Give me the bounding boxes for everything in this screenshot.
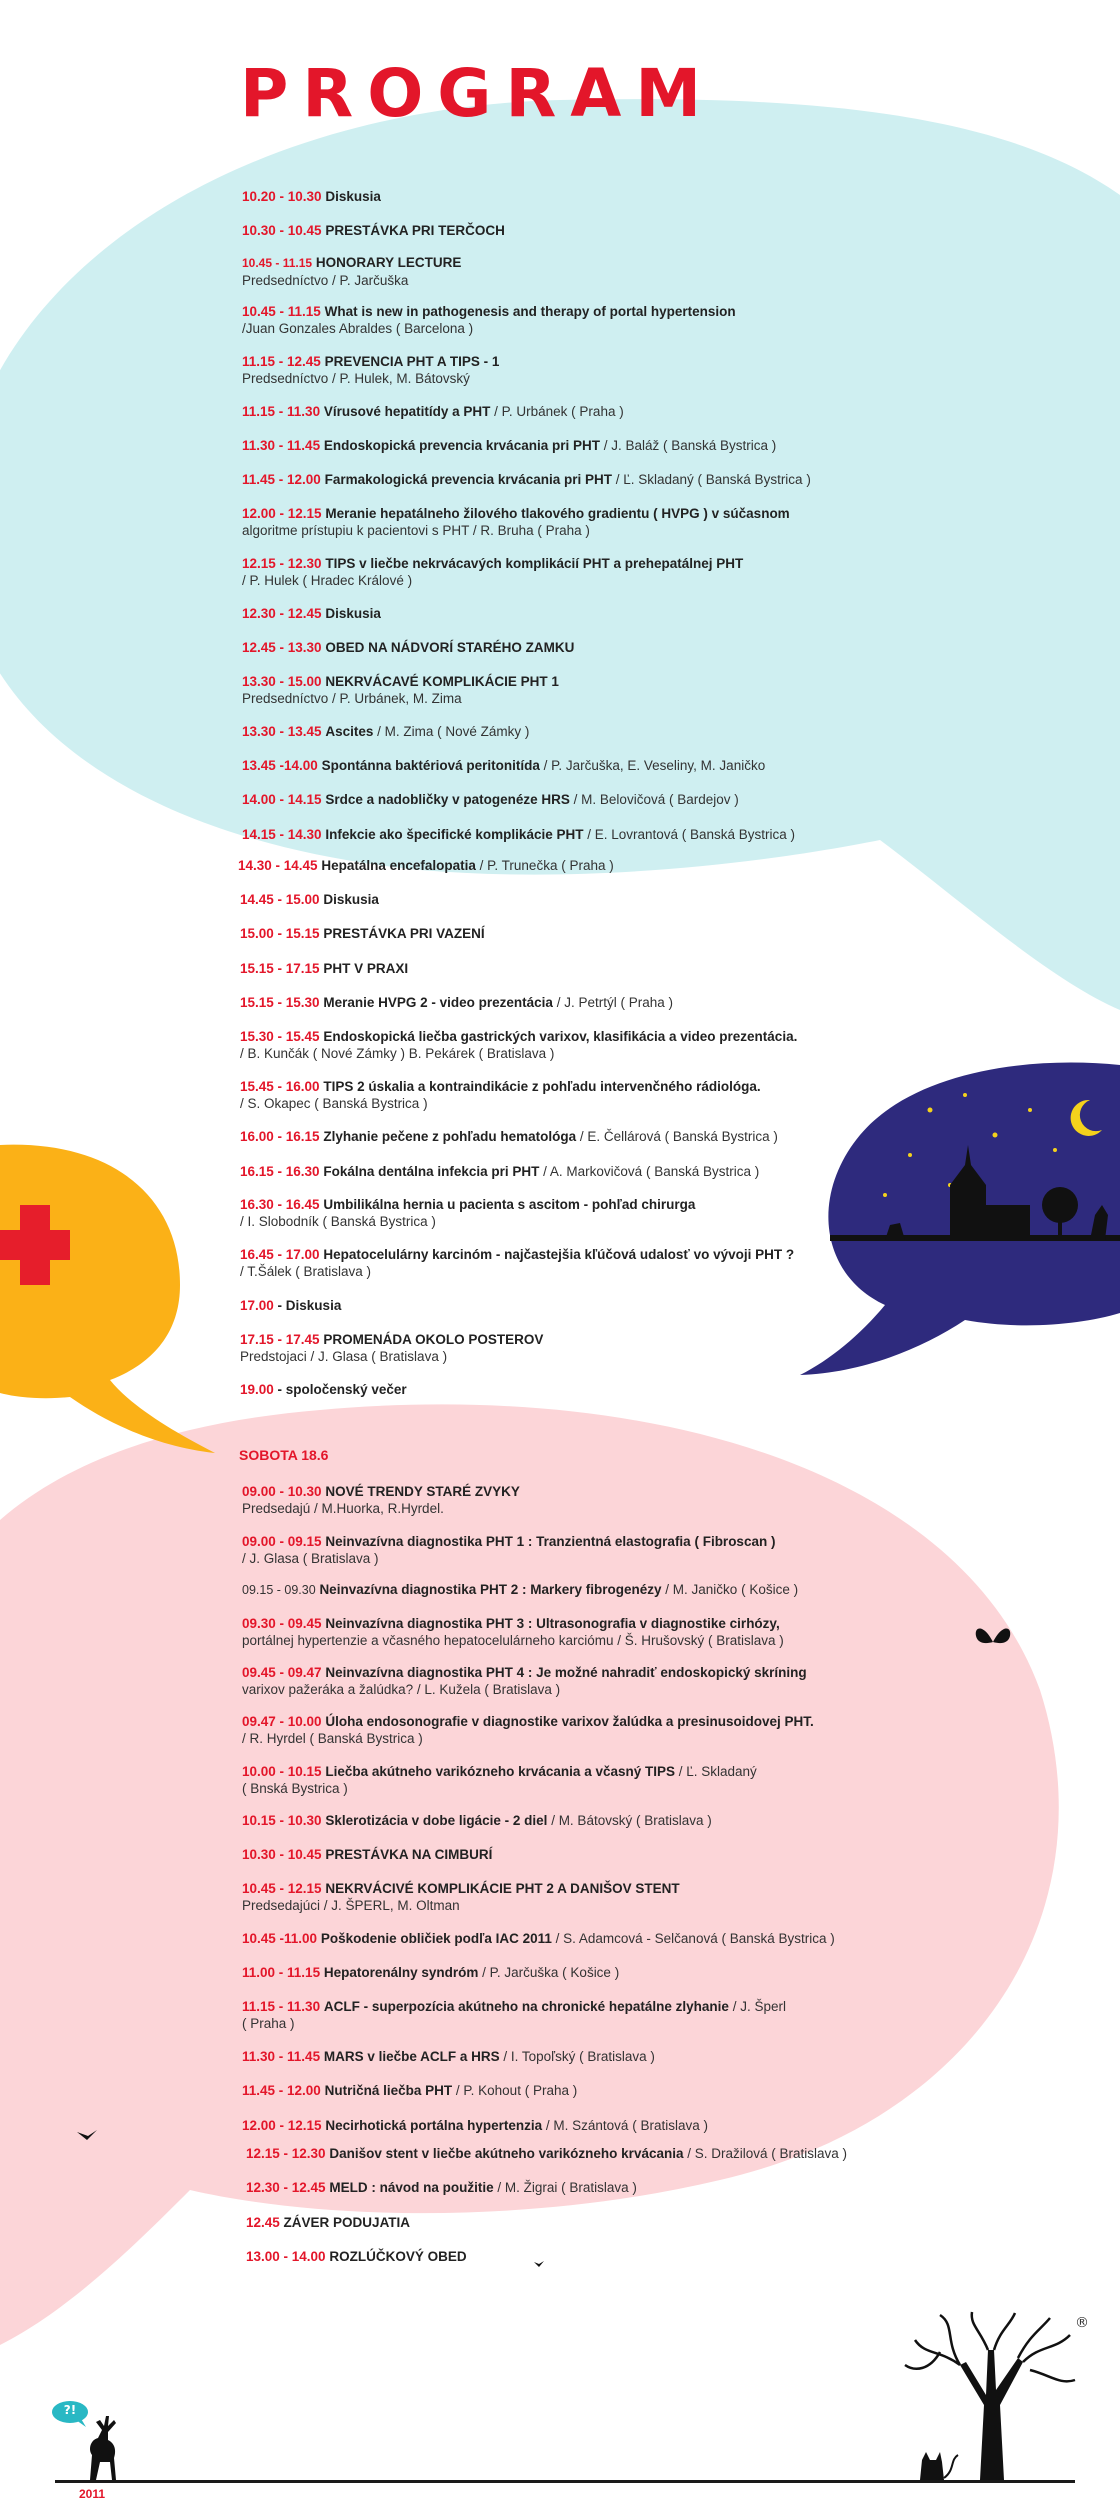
entry-speaker: / M. Janičko ( Košice ) [661,1582,799,1597]
entry-speaker: / M. Belovičová ( Bardejov ) [569,792,739,807]
entry-location: ( Bnská Bystrica ) [242,1781,348,1796]
entry-speaker: / M. Žigrai ( Bratislava ) [493,2180,637,2195]
entry-time: 16.15 - 16.30 [240,1164,320,1179]
schedule-entry [240,1331,543,1365]
entry-time: 09.15 - 09.30 [242,1583,316,1597]
day-heading-saturday: SOBOTA 18.6 [239,1447,329,1463]
schedule-entry [240,1246,794,1280]
entry-speaker: / B. Kunčák ( Nové Zámky ) B. Pekárek ( Bratislava ) [240,1046,555,1061]
entry-time: 19.00 [240,1382,274,1397]
schedule-entry [242,403,624,420]
entry-title: Vírusové hepatitídy a PHT [323,404,491,419]
entry-time: 14.00 - 14.15 [242,792,322,807]
entry-title: Poškodenie obličiek podľa IAC 2011 [320,1931,552,1946]
entry-time: 15.15 - 15.30 [240,995,320,1010]
year-label: 2011 [79,2487,106,2501]
entry-speaker: / R. Hyrdel ( Banská Bystrica ) [242,1731,423,1746]
schedule-entry [242,1998,786,2032]
footer-divider [55,2480,1075,2483]
entry-time: 12.00 - 12.15 [242,2118,322,2133]
entry-title: NOVÉ TRENDY STARÉ ZVYKY [325,1484,520,1499]
entry-time: 10.45 - 11.15 [242,304,321,319]
entry-time: 13.00 - 14.00 [246,2249,326,2264]
entry-time: 12.15 - 12.30 [242,556,322,571]
entry-time: 14.15 - 14.30 [242,827,322,842]
schedule-entry [246,2145,847,2162]
entry-title: PRESTÁVKA NA CIMBURÍ [325,1847,493,1862]
entry-speaker: / J. Šperl [728,1999,786,2014]
entry-time: 15.00 - 15.15 [240,926,320,941]
schedule-entry [240,925,485,942]
entry-title: Endoskopická liečba gastrických varixov, klasifikácia a video prezentácia. [323,1029,798,1044]
entry-time: 09.45 - 09.47 [242,1665,322,1680]
entry-time: 14.30 - 14.45 [238,858,318,873]
schedule-entry [242,639,574,656]
entry-time: 17.15 - 17.45 [240,1332,320,1347]
schedule-entry [246,2214,410,2231]
schedule-entry [242,2117,708,2134]
schedule-entry [240,1128,778,1145]
entry-speaker: / P. Kohout ( Praha ) [452,2083,578,2098]
schedule-entry [242,1581,798,1599]
page-title: PROGRAM [240,55,716,132]
entry-time: 11.45 - 12.00 [242,472,321,487]
entry-title: Hepatocelulárny karcinóm - najčastejšia kľúčová udalosť vo vývoji PHT ? [323,1247,795,1262]
bird-icon [76,2128,98,2144]
entry-title: Fokálna dentálna infekcia pri PHT [323,1164,540,1179]
entry-title: TIPS v liečbe nekrvácavých komplikácií PHT a prehepatálnej PHT [325,556,744,571]
entry-time: 10.20 - 10.30 [242,189,322,204]
entry-time: 09.30 - 09.45 [242,1616,322,1631]
entry-title: NEKRVÁCIVÉ KOMPLIKÁCIE PHT 2 A DANIŠOV STENT [325,1881,680,1896]
entry-time: 16.45 - 17.00 [240,1247,320,1262]
entry-time: 15.15 - 17.15 [240,961,320,976]
schedule-entry [242,254,461,289]
entry-speaker: / I. Topoľský ( Bratislava ) [499,2049,655,2064]
schedule-entry [242,222,505,239]
entry-time: 10.30 - 10.45 [242,1847,322,1862]
schedule-entry [242,2048,655,2065]
entry-title: Danišov stent v liečbe akútneho varikózneho krvácania [329,2146,684,2161]
schedule-entry [242,605,381,622]
entry-chairs: Predsedajú / M.Huorka, R.Hyrdel. [242,1501,444,1516]
entry-time: 12.45 [246,2215,280,2230]
schedule-entry [242,2082,577,2099]
entry-speaker: / Ľ. Skladaný ( Banská Bystrica ) [611,472,811,487]
deer-logo-icon [70,2410,130,2482]
schedule-entry [242,437,776,454]
entry-title: Hepatorenálny syndróm [323,1965,479,1980]
entry-time: 11.45 - 12.00 [242,2083,321,2098]
entry-time: 15.45 - 16.00 [240,1079,320,1094]
entry-title: PROMENÁDA OKOLO POSTEROV [323,1332,544,1347]
entry-chairs: Predsedníctvo / P. Jarčuška [242,273,409,288]
entry-time: 14.45 - 15.00 [240,892,320,907]
entry-title: Neinvazívna diagnostika PHT 3 : Ultrasonografia v diagnostike cirhózy, [321,1616,780,1631]
registered-mark: ® [1075,2315,1089,2331]
entry-time: 10.00 - 10.15 [242,1764,322,1779]
entry-title: Neinvazívna diagnostika PHT 2 : Markery fibrogenézy [319,1582,662,1597]
entry-speaker: portálnej hypertenzie a včasného hepatocelulárneho karciómu / Š. Hrušovský ( Bratislava ) [242,1633,784,1648]
entry-title: TIPS 2 úskalia a kontraindikácie z pohľadu intervenčného rádiológa. [323,1079,761,1094]
entry-title: Zlyhanie pečene z pohľadu hematológa [323,1129,577,1144]
entry-title: Neinvazívna diagnostika PHT 4 : Je možné nahradiť endoskopický skríning [321,1665,807,1680]
entry-title: MARS v liečbe ACLF a HRS [323,2049,500,2064]
schedule-entry [246,2179,637,2196]
speech-badge-text: ?! [63,2403,77,2417]
schedule-entry [242,505,790,539]
entry-title: Endoskopická prevencia krvácania pri PHT [323,438,600,453]
schedule-entry [240,994,673,1011]
entry-title: Liečba akútneho varikózneho krvácania a včasný TIPS [325,1764,675,1779]
small-bird-icon [533,2260,545,2270]
schedule-entry [242,1964,619,1981]
entry-time: 13.45 -14.00 [242,758,318,773]
entry-title: PRESTÁVKA PRI VAZENÍ [323,926,485,941]
entry-time: 16.00 - 16.15 [240,1129,320,1144]
entry-title: - spoločenský večer [273,1382,407,1397]
entry-speaker: algoritme prístupiu k pacientovi s PHT / R. Bruha ( Praha ) [242,523,590,538]
entry-time: 13.30 - 15.00 [242,674,322,689]
schedule-entry [242,1533,775,1567]
entry-title: Úloha endosonografie v diagnostike varixov žalúdka a presinusoidovej PHT. [325,1714,814,1729]
entry-speaker: / M. Bátovský ( Bratislava ) [547,1813,712,1828]
entry-time: 15.30 - 15.45 [240,1029,320,1044]
schedule-entry [246,2248,467,2265]
entry-time: 10.30 - 10.45 [242,223,322,238]
entry-title: Umbilikálna hernia u pacienta s ascitom - pohľad chirurga [323,1197,696,1212]
schedule-entry [242,471,811,488]
entry-title: Spontánna baktériová peritonitída [321,758,540,773]
entry-speaker: / P. Urbánek ( Praha ) [490,404,624,419]
entry-chairs: Predsedníctvo / P. Hulek, M. Bátovský [242,371,470,386]
schedule-entry [242,1880,680,1914]
entry-time: 10.45 - 11.15 [242,256,313,270]
entry-speaker: /Juan Gonzales Abraldes ( Barcelona ) [242,321,474,336]
schedule-entry [242,1615,784,1649]
entry-title: PHT V PRAXI [323,961,409,976]
entry-speaker: / M. Szántová ( Bratislava ) [542,2118,708,2133]
schedule-entry [242,1930,835,1947]
entry-time: 12.15 - 12.30 [246,2146,326,2161]
entry-time: 09.00 - 09.15 [242,1534,322,1549]
entry-time: 16.30 - 16.45 [240,1197,320,1212]
schedule-entry [240,960,408,977]
red-cross-icon [0,1205,70,1285]
entry-chairs: Predsedajúci / J. ŠPERL, M. Oltman [242,1898,460,1913]
entry-time: 10.45 - 12.15 [242,1881,322,1896]
night-sky-speech-bubble [790,1055,1120,1380]
schedule-entry [242,1812,712,1829]
schedule-entry [242,1713,814,1747]
entry-speaker: / M. Zima ( Nové Zámky ) [373,724,530,739]
entry-speaker: / P. Jarčuška ( Košice ) [478,1965,620,1980]
entry-speaker: / Ľ. Skladaný [675,1764,757,1779]
entry-title: Nutričná liečba PHT [324,2083,453,2098]
schedule-entry [242,353,499,387]
entry-time: 11.15 - 11.30 [242,1999,321,2014]
schedule-entry [242,791,739,808]
entry-title: Infekcie ako špecifické komplikácie PHT [325,827,584,842]
schedule-entry [242,188,381,205]
entry-title: ROZLÚČKOVÝ OBED [325,2249,467,2264]
entry-title: Hepatálna encefalopatia [321,858,476,873]
schedule-entry [242,723,529,740]
entry-title: Diskusia [325,606,381,621]
entry-title: Srdce a nadobličky v patogenéze HRS [325,792,570,807]
entry-time: 13.30 - 13.45 [242,724,322,739]
schedule-entry [242,555,743,589]
entry-speaker: / J. Baláž ( Banská Bystrica ) [599,438,777,453]
entry-speaker: / S. Adamcová - Selčanová ( Banská Bystrica ) [551,1931,835,1946]
entry-time: 11.30 - 11.45 [242,438,321,453]
entry-speaker: / T.Šálek ( Bratislava ) [240,1264,372,1279]
entry-time: 12.45 - 13.30 [242,640,322,655]
schedule-entry [242,673,559,707]
schedule-entry [240,891,379,908]
entry-title: MELD : návod na použitie [329,2180,494,2195]
entry-time: 11.15 - 12.45 [242,354,321,369]
entry-title: Diskusia [323,892,379,907]
entry-speaker: varixov pažeráka a žalúdka? / L. Kužela ( Bratislava ) [242,1682,561,1697]
schedule-entry [240,1078,761,1112]
entry-title: ACLF - superpozícia akútneho na chronické hepatálne zlyhanie [323,1999,729,2014]
entry-title: Necirhotická portálna hypertenzia [325,2118,543,2133]
entry-time: 17.00 [240,1298,274,1313]
schedule-entry [242,1763,757,1797]
entry-time: 12.00 - 12.15 [242,506,322,521]
entry-time: 10.45 -11.00 [242,1931,318,1946]
schedule-entry [240,1196,695,1230]
entry-time: 09.47 - 10.00 [242,1714,322,1729]
entry-title: PRESTÁVKA PRI TERČOCH [325,223,505,238]
entry-title: Meranie hepatálneho žilového tlakového gradientu ( HVPG ) v súčasnom [325,506,790,521]
entry-title: - Diskusia [273,1298,342,1313]
butterfly-icon [972,1622,1014,1654]
entry-speaker: / I. Slobodník ( Banská Bystrica ) [240,1214,436,1229]
entry-speaker: / E. Čellárová ( Banská Bystrica ) [576,1129,778,1144]
entry-speaker: / J. Glasa ( Bratislava ) [242,1551,379,1566]
entry-title: What is new in pathogenesis and therapy of portal hypertension [324,304,736,319]
entry-time: 09.00 - 10.30 [242,1484,322,1499]
entry-chairs: Predsedníctvo / P. Urbánek, M. Zima [242,691,462,706]
entry-title: PREVENCIA PHT A TIPS - 1 [324,354,500,369]
entry-location: ( Praha ) [242,2016,295,2031]
tree-with-cat-illustration [900,2310,1080,2485]
entry-speaker: / P. Jarčuška, E. Veseliny, M. Janičko [539,758,766,773]
entry-title: Sklerotizácia v dobe ligácie - 2 diel [325,1813,548,1828]
entry-title: Farmakologická prevencia krvácania pri PHT [324,472,612,487]
entry-title: Diskusia [325,189,381,204]
entry-time: 11.30 - 11.45 [242,2049,321,2064]
entry-time: 12.30 - 12.45 [242,606,322,621]
entry-speaker: / S. Dražilová ( Bratislava ) [683,2146,848,2161]
entry-title: NEKRVÁCAVÉ KOMPLIKÁCIE PHT 1 [325,674,559,689]
entry-title: OBED NA NÁDVORÍ STARÉHO ZAMKU [325,640,575,655]
schedule-entry [242,1664,807,1698]
schedule-entry [240,1028,797,1062]
schedule-entry [240,1381,407,1398]
schedule-entry [238,857,614,874]
schedule-entry [242,1846,492,1863]
entry-title: Ascites [325,724,374,739]
entry-title: Neinvazívna diagnostika PHT 1 : Tranzientná elastografia ( Fibroscan ) [325,1534,776,1549]
entry-speaker: / E. Lovrantová ( Banská Bystrica ) [583,827,796,842]
entry-title: ZÁVER PODUJATIA [279,2215,411,2230]
schedule-entry [240,1163,759,1180]
entry-chairs: Predstojaci / J. Glasa ( Bratislava ) [240,1349,448,1364]
entry-time: 11.00 - 11.15 [242,1965,321,1980]
entry-speaker: / S. Okapec ( Banská Bystrica ) [240,1096,428,1111]
entry-speaker: / P. Trunečka ( Praha ) [475,858,614,873]
schedule-entry [242,1483,520,1517]
entry-speaker: / P. Hulek ( Hradec Králové ) [242,573,413,588]
entry-time: 10.15 - 10.30 [242,1813,322,1828]
entry-speaker: / A. Markovičová ( Banská Bystrica ) [539,1164,760,1179]
schedule-entry [242,303,736,337]
entry-title: Meranie HVPG 2 - video prezentácia [323,995,553,1010]
schedule-entry [242,826,795,843]
schedule-entry [242,757,765,774]
orange-speech-bubble [0,1135,230,1455]
entry-time: 11.15 - 11.30 [242,404,321,419]
entry-time: 12.30 - 12.45 [246,2180,326,2195]
entry-speaker: / J. Petrtýl ( Praha ) [552,995,673,1010]
schedule-entry [240,1297,341,1314]
entry-title: HONORARY LECTURE [315,255,462,270]
